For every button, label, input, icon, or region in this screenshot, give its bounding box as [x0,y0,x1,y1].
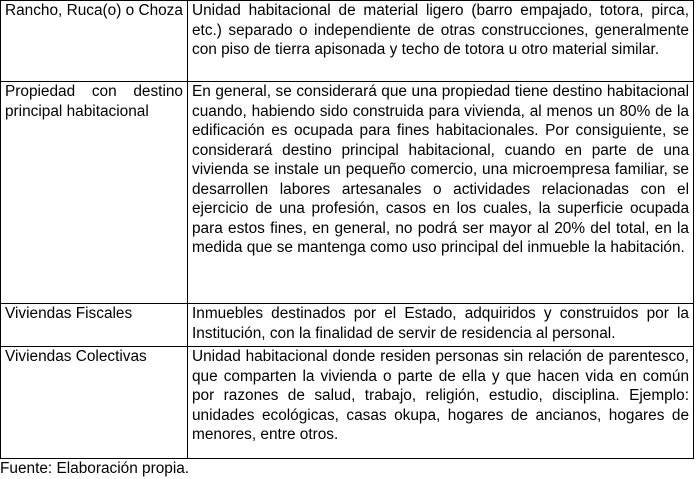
table-row [1,1,694,82]
term-cell: Propiedad con destino principal habitacional [1,82,188,304]
definition-cell: Unidad habitacional donde residen personas sin relación de parentesco, que comparten la vivienda o parte de ella y que hacen vida en común por razones de salud, trabajo, religión, estudio, disciplina. Ejemplo: unidades ecológicas, casas okupa, hogares de ancianos, hogares de menores, entre otros. [188,347,694,459]
table-row [1,304,694,347]
table-row [1,347,694,459]
definition-cell: En general, se considerará que una propiedad tiene destino habitacional cuando, habiendo sido construida para vivienda, al menos un 80% de la edificación es ocupada para fines habitacionales. Por consiguiente, se considerará destino principal habitacional, cuando en parte de una vivienda se instale un pequeño comercio, una microempresa familiar, se desarrollen labores artesanales o actividades relacionadas con el ejercicio de una profesión, casos en los cuales, la superficie ocupada para estos fines, en general, no podrá ser mayor al 20% del total, en la medida que se mantenga como uso principal del inmueble la habitación. [188,82,694,304]
term-cell: Rancho, Ruca(o) o Choza [1,1,188,82]
definition-cell: Inmuebles destinados por el Estado, adquiridos y construidos por la Institución, con la finalidad de servir de residencia al personal. [188,304,694,347]
definition-cell: Unidad habitacional de material ligero (barro empajado, totora, pirca, etc.) separado o independiente de otras construcciones, generalmente con piso de tierra apisonada y techo de totora u otro material similar. [188,1,694,82]
term-cell: Viviendas Colectivas [1,347,188,459]
source-note: Fuente: Elaboración propia. [0,460,190,477]
table-row [1,82,694,304]
term-cell: Viviendas Fiscales [1,304,188,347]
